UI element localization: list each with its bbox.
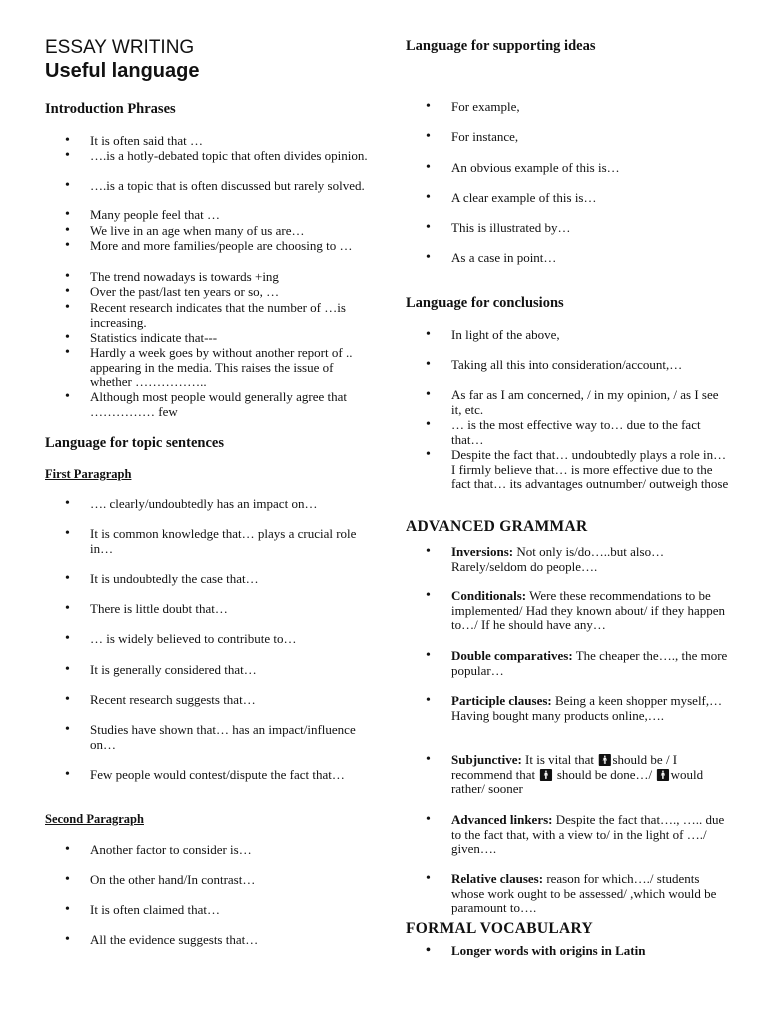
list-item: • Despite the fact that… undoubtedly plays a role in… I firmly believe that… is more effective due to the fact that… its advantages outnumber/ outweigh those (406, 448, 731, 492)
grammar-item-participle-clauses (406, 694, 731, 723)
grammar-item-double-comparatives (406, 649, 731, 678)
page-subtitle: Useful language (45, 60, 200, 82)
list-item: • …. clearly/undoubtedly has an impact on… (45, 497, 370, 512)
grammar-item-conditionals (406, 589, 731, 633)
list-item: • This is illustrated by… (406, 221, 731, 236)
grammar-label: Double comparatives: (451, 648, 573, 663)
person-icon: 🚹︎ (538, 767, 554, 782)
grammar-item-advanced-linkers (406, 813, 731, 857)
list-item: • For instance, (406, 130, 731, 145)
list-item: • We live in an age when many of us are… (45, 224, 370, 239)
list-item: • It is undoubtedly the case that… (45, 572, 370, 587)
grammar-item-inversions (406, 545, 731, 574)
grammar-text: Despite the fact that…., ….. due to the fact that, with a view to/ in the light of …./ given…. (451, 812, 725, 857)
list-item: • Statistics indicate that--- (45, 331, 370, 346)
person-icon: 🚹︎ (597, 753, 613, 767)
grammar-text: should be / I recommend that (451, 752, 678, 782)
list-item: • As far as I am concerned, / in my opinion, / as I see it, etc. (406, 388, 731, 417)
list-item: • All the evidence suggests that… (45, 933, 370, 948)
list-item: • Taking all this into consideration/account,… (406, 358, 731, 373)
list-item: • Longer words with origins in Latin (406, 944, 731, 959)
grammar-item-subjunctive (406, 753, 731, 797)
list-item: • … is widely believed to contribute to… (45, 632, 370, 647)
list-item: • In light of the above, (406, 328, 731, 343)
list-item: • ….is a hotly-debated topic that often divides opinion. (45, 149, 370, 164)
list-item: • An obvious example of this is… (406, 161, 731, 176)
grammar-text: Being a keen shopper myself,… Having bought many products online,…. (451, 693, 723, 723)
list-item: • A clear example of this is… (406, 191, 731, 206)
conclusion-heading: Language for conclusions (406, 295, 564, 311)
grammar-text: should be done…/ (553, 766, 656, 782)
list-item: • Recent research indicates that the number of …is increasing. (45, 301, 370, 330)
grammar-label: Inversions: (451, 544, 514, 559)
grammar-label: Subjunctive: (451, 752, 522, 767)
grammar-heading: ADVANCED GRAMMAR (406, 518, 588, 535)
topic-heading: Language for topic sentences (45, 435, 224, 451)
list-item: • It is common knowledge that… plays a crucial role in… (45, 527, 370, 556)
grammar-text: The cheaper the…., the more popular… (451, 648, 728, 678)
grammar-text: It is vital that (521, 752, 598, 767)
list-item: • The trend nowadays is towards +ing (45, 270, 370, 285)
list-item: • It is often said that … (45, 134, 370, 149)
list-item: • Hardly a week goes by without another report of .. appearing in the media. This raises the issue of whether …………….. (45, 346, 370, 390)
grammar-label: Conditionals: (451, 588, 527, 603)
grammar-label: Participle clauses: (451, 693, 552, 708)
list-item: • Studies have shown that… has an impact/influence on… (45, 723, 370, 752)
list-item: • ….is a topic that is often discussed but rarely solved. (45, 179, 370, 194)
grammar-label: Relative clauses: (451, 871, 544, 886)
list-item: • More and more families/people are choosing to … (45, 239, 370, 254)
grammar-label: Advanced linkers: (451, 812, 553, 827)
list-item: • Few people would contest/dispute the fact that… (45, 768, 370, 783)
grammar-item-relative-clauses (406, 872, 731, 916)
list-item: • Recent research suggests that… (45, 693, 370, 708)
grammar-text: would rather/ sooner (451, 766, 704, 797)
grammar-text: Not only is/do…..but also… Rarely/seldom do people…. (451, 544, 665, 574)
first-paragraph-heading: First Paragraph (45, 467, 132, 481)
list-item: • For example, (406, 100, 731, 115)
list-item: • It is often claimed that… (45, 903, 370, 918)
intro-heading: Introduction Phrases (45, 101, 176, 117)
list-item: • As a case in point… (406, 251, 731, 266)
list-item: • … is the most effective way to… due to the fact that… (406, 418, 731, 447)
grammar-text: reason for which…./ students whose work ought to be assessed/ ,which would be paramount to…. (451, 871, 717, 916)
list-item: • Another factor to consider is… (45, 843, 370, 858)
second-paragraph-heading: Second Paragraph (45, 812, 144, 826)
page-title: ESSAY WRITING (45, 37, 195, 58)
person-icon: 🚹︎ (655, 767, 671, 782)
list-item: • There is little doubt that… (45, 602, 370, 617)
list-item: • Over the past/last ten years or so, … (45, 285, 370, 300)
vocab-heading: FORMAL VOCABULARY (406, 920, 593, 937)
support-heading: Language for supporting ideas (406, 38, 596, 54)
list-item: • On the other hand/In contrast… (45, 873, 370, 888)
grammar-text: Were these recommendations to be implemented/ Had they known about/ if they happen to…/ If he should have any… (451, 588, 726, 633)
list-item: • Although most people would generally agree that …………… few (45, 390, 370, 419)
list-item: • Many people feel that … (45, 208, 370, 223)
list-item: • It is generally considered that… (45, 663, 370, 678)
